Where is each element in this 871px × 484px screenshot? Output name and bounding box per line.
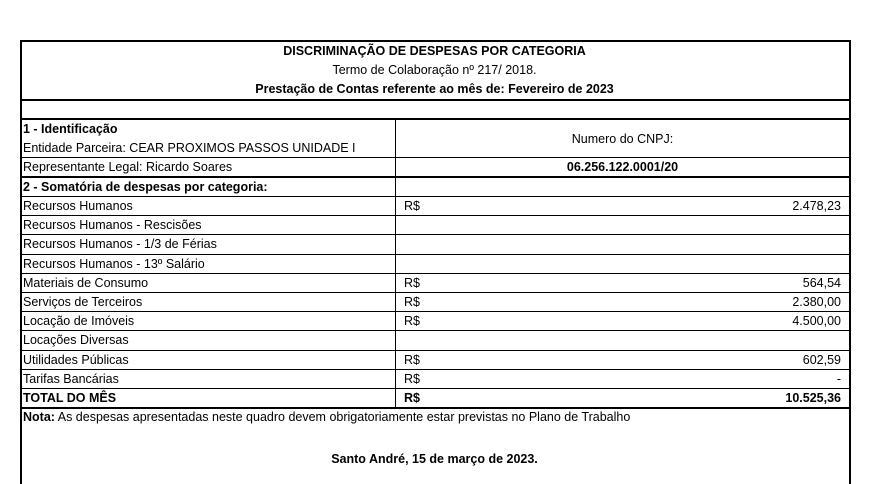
report-title: DISCRIMINAÇÃO DE DESPESAS POR CATEGORIA [283, 44, 586, 58]
expense-label: Locação de Imóveis [23, 314, 135, 329]
footnote-text: As despesas apresentadas neste quadro devem obrigatoriamente estar previstas no Plano de Trabalho [54, 410, 631, 424]
row-divider [20, 388, 849, 389]
expense-label: Tarifas Bancárias [23, 371, 119, 386]
row-divider [20, 330, 849, 331]
footnote-prefix: Nota: [23, 410, 55, 424]
expense-label: Serviços de Terceiros [23, 295, 143, 309]
row-divider [20, 311, 849, 312]
footnote [23, 408, 630, 427]
cnpj-value: 06.256.122.0001/20 [566, 160, 679, 174]
expense-value: 564,54 [802, 275, 841, 290]
expense-currency: R$ [404, 352, 420, 367]
expense-label: Recursos Humanos [23, 199, 133, 213]
divider [20, 118, 849, 120]
total-currency: R$ [404, 391, 420, 405]
report-period: Prestação de Contas referente ao mês de: Fevereiro de 2023 [255, 82, 614, 96]
expense-label: Recursos Humanos - 13º Salário [23, 256, 205, 271]
expense-currency: R$ [404, 199, 420, 213]
identification-section-title: 1 - Identificação [23, 122, 118, 136]
row-divider [20, 292, 849, 293]
report-subtitle: Termo de Colaboração nº 217/ 2018. [332, 63, 537, 77]
expense-value: 2.478,23 [792, 199, 841, 213]
expense-currency: R$ [404, 275, 420, 290]
expense-label: Materiais de Consumo [23, 275, 149, 290]
expenses-section-title: 2 - Somatória de despesas por categoria: [23, 180, 268, 194]
expense-report-sheet [20, 40, 849, 482]
row-divider [20, 350, 849, 351]
expense-currency: R$ [404, 295, 420, 309]
divider [20, 196, 849, 197]
expense-label: Locações Diversas [23, 333, 129, 348]
expense-label: Recursos Humanos - 1/3 de Férias [23, 237, 217, 252]
signature-date: Santo André, 15 de março de 2023. [331, 452, 538, 466]
expense-value: 2.380,00 [792, 295, 841, 309]
expense-label: Utilidades Públicas [23, 352, 129, 367]
legal-representative: Representante Legal: Ricardo Soares [23, 160, 233, 174]
expense-value: 4.500,00 [792, 314, 841, 329]
expense-currency: R$ [404, 314, 420, 329]
expense-label: Recursos Humanos - Rescisões [23, 218, 202, 233]
entity-name: Entidade Parceira: CEAR PROXIMOS PASSOS UNIDADE I [23, 141, 356, 155]
cnpj-label: Numero do CNPJ: [571, 132, 674, 146]
row-divider [20, 369, 849, 370]
divider [20, 99, 849, 101]
expense-currency: R$ [404, 371, 420, 386]
expense-value: - [836, 371, 841, 386]
total-label: TOTAL DO MÊS [23, 391, 117, 405]
total-value: 10.525,36 [785, 391, 841, 405]
expense-value: 602,59 [802, 352, 841, 367]
column-divider [395, 119, 396, 407]
